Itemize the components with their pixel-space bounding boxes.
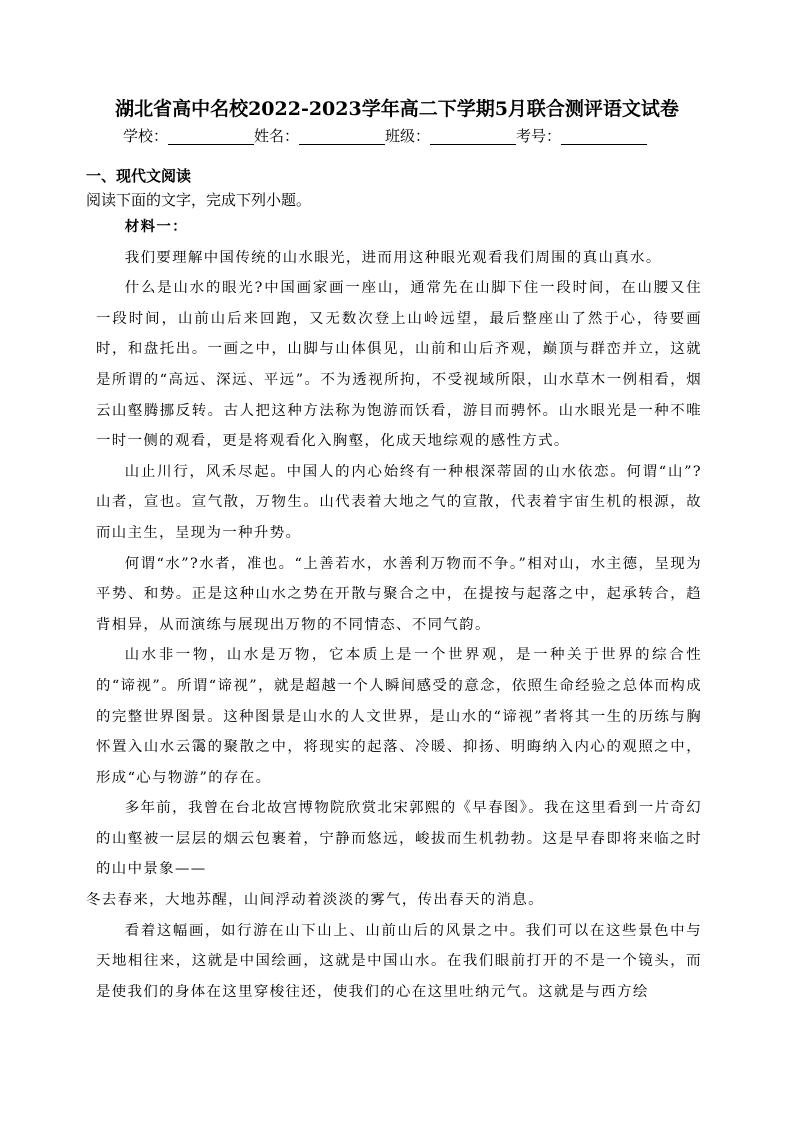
section-heading: 一、现代文阅读 xyxy=(86,167,192,185)
passage-paragraph: 多年前，我曾在台北故宫博物院欣赏北宋郭熙的《早春图》。我在这里看到一片奇幻的山壑被一层层的烟云包裹着，宁静而悠远，峻拔而生机勃勃。这是早春即将来临之时的山中景象—— xyxy=(96,800,702,878)
reading-passage xyxy=(86,212,702,1007)
class-blank[interactable] xyxy=(430,128,516,145)
exam-number-blank[interactable] xyxy=(561,128,647,145)
passage-paragraph: 看着这幅画，如行游在山下山上、山前山后的风景之中。我们可以在这些景色中与天地相往来，这就是中国绘画，这就是中国山水。在我们眼前打开的不是一个镜头，而是使我们的身体在这里穿梭往还，使我们的心在这里吐纳元气。这就是与西方绘 xyxy=(96,922,702,1000)
name-label: 姓名： xyxy=(254,127,300,145)
class-label: 班级： xyxy=(385,127,431,145)
material-label xyxy=(96,212,702,243)
passage-paragraph: 什么是山水的眼光?中国画家画一座山，通常先在山脚下住一段时间，在山腰又住一段时间，山前山后来回跑，又无数次登上山岭远望，最后整座山了然于心，待要画时，和盘托出。一画之中，山脚与山体俱见，山前和山后齐观，巅顶与群峦并立，这就是所谓的“高远、深远、平远”。不为透视所拘，不受视域所限，山水草木一例相看，烟云山壑腾挪反转。古人把这种方法称为饱游而饫看，游目而骋怀。山水眼光是一种不唯一时一侧的观看，更是将观看化入胸壑，化成天地综观的感性方式。 xyxy=(96,280,702,450)
passage-paragraph: 冬去春来，大地苏醒，山间浮动着淡淡的雾气，传出春天的消息。 xyxy=(86,892,544,909)
passage-paragraph: 山水非一物，山水是万物，它本质上是一个世界观，是一种关于世界的综合性的“谛视”。所谓“谛视”，就是超越一个人瞬间感受的意念，依照生命经验之总体而构成的完整世界图景。这种图景是山水的人文世界，是山水的“谛视”者将其一生的历练与胸怀置入山水云霭的聚散之中，将现实的起落、冷暖、抑扬、明晦纳入内心的观照之中，形成“心与物游”的存在。 xyxy=(96,647,702,786)
passage-paragraph: 山止川行，风禾尽起。中国人的内心始终有一种根深蒂固的山水依恋。何谓“山”?山者，宣也。宣气散，万物生。山代表着大地之气的宣散，代表着宇宙生机的根源，故而山主生，呈现为一种升势。 xyxy=(96,463,702,541)
passage-paragraph: 我们要理解中国传统的山水眼光，进而用这种眼光观看我们周围的真山真水。 xyxy=(124,249,662,266)
student-info-row xyxy=(123,125,683,149)
name-blank[interactable] xyxy=(299,128,385,145)
school-label: 学校： xyxy=(123,127,169,145)
exam-title: 湖北省高中名校2022-2023学年高二下学期5月联合测评语文试卷 xyxy=(115,98,679,120)
school-blank[interactable] xyxy=(168,128,254,145)
exam-number-label: 考号： xyxy=(516,127,562,145)
material-label-text: 材料一： xyxy=(124,218,188,235)
passage-paragraph: 何谓“水”?水者，准也。“上善若水，水善利万物而不争。”相对山，水主德，呈现为平势、和势。正是这种山水之势在开散与聚合之中，在提按与起落之中，起承转合，趋背相异，从而演练与展现出万物的不同情态、不同气韵。 xyxy=(96,555,702,633)
section-instruction: 阅读下面的文字，完成下列小题。 xyxy=(86,191,312,209)
